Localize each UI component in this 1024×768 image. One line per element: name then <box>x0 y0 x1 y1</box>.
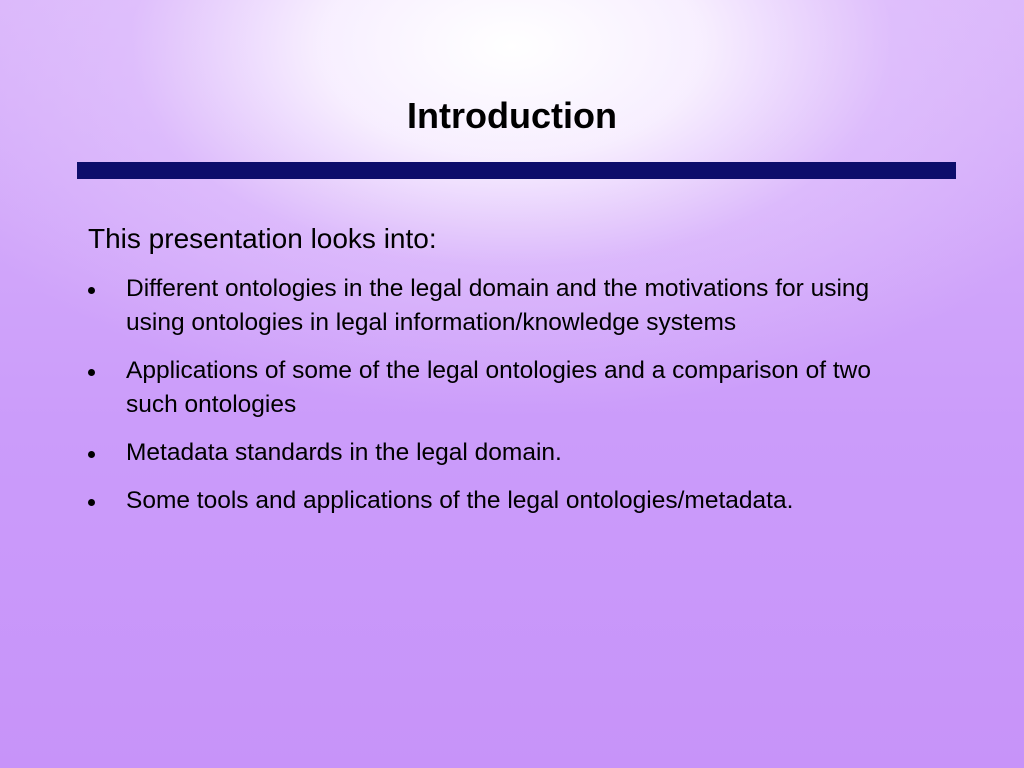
title-underline-bar <box>77 162 956 179</box>
bullet-text: Different ontologies in the legal domain and the motivations for using using ontologies in legal information/knowledge systems <box>126 275 870 336</box>
bullet-text: Metadata standards in the legal domain. <box>126 439 562 466</box>
bullet-item <box>86 484 926 518</box>
bullet-item <box>86 272 926 340</box>
bullet-dot-icon <box>88 499 95 506</box>
intro-text: This presentation looks into: <box>88 223 437 254</box>
bullet-list <box>86 272 926 532</box>
bullet-dot-icon <box>88 287 95 294</box>
bullet-item <box>86 354 926 422</box>
bullet-text: Applications of some of the legal ontologies and a comparison of two such ontologies <box>126 357 871 418</box>
bullet-dot-icon <box>88 451 95 458</box>
slide-title: Introduction <box>407 95 617 136</box>
bullet-dot-icon <box>88 369 95 376</box>
bullet-text: Some tools and applications of the legal ontologies/metadata. <box>126 487 794 514</box>
bullet-item <box>86 436 926 470</box>
